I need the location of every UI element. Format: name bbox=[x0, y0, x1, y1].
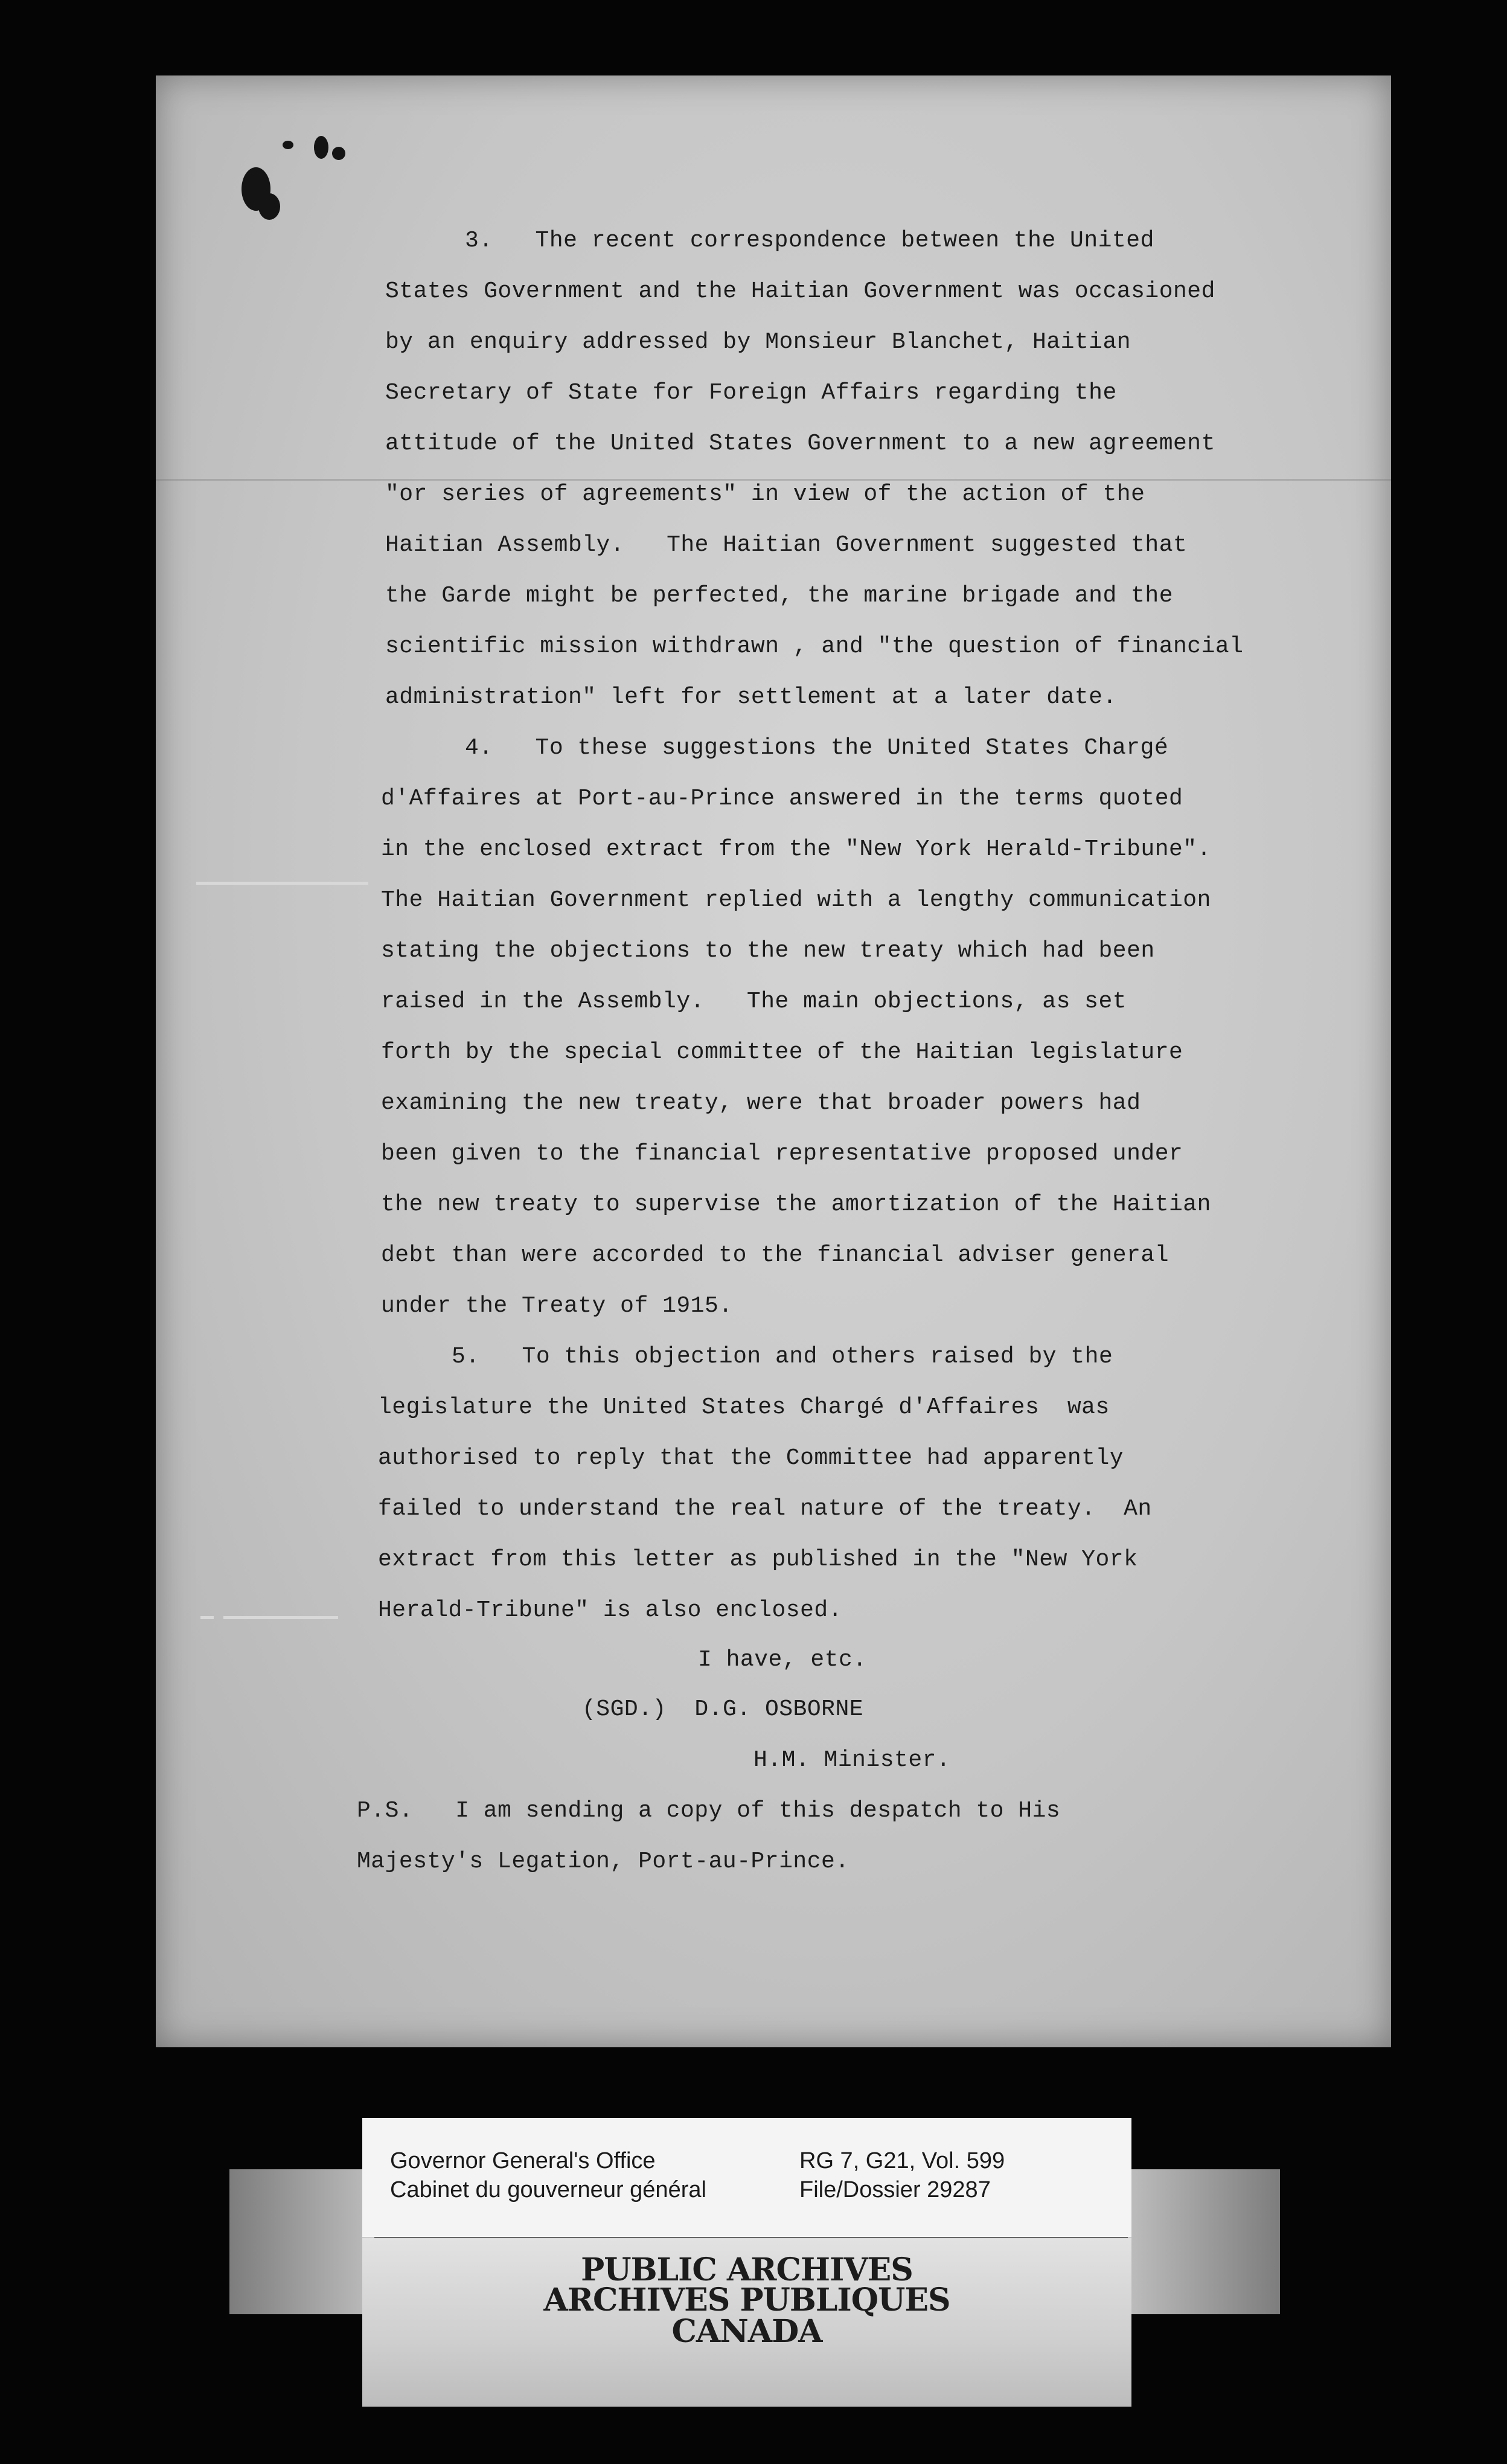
letter-line: been given to the financial representative proposed under bbox=[381, 1141, 1183, 1167]
archive-label bbox=[362, 2118, 1131, 2237]
margin-mark bbox=[223, 1616, 338, 1619]
stamp-line: ARCHIVES PUBLIQUES bbox=[543, 2282, 950, 2318]
letter-line: Majesty's Legation, Port-au-Prince. bbox=[357, 1849, 849, 1875]
letter-line: stating the objections to the new treaty which had been bbox=[381, 938, 1155, 964]
letter-line: "or series of agreements" in view of the action of the bbox=[385, 481, 1145, 507]
letter-line: debt than were accorded to the financial adviser general bbox=[381, 1242, 1169, 1268]
letter-line: failed to understand the real nature of the treaty. An bbox=[378, 1496, 1152, 1522]
letter-line: H.M. Minister. bbox=[754, 1747, 951, 1773]
file-number: File/Dossier 29287 bbox=[799, 2177, 991, 2203]
office-french: Cabinet du gouverneur général bbox=[390, 2177, 706, 2203]
archive-stamp bbox=[362, 2238, 1131, 2407]
letter-line: extract from this letter as published in the "New York bbox=[378, 1547, 1138, 1573]
letter-line: Herald-Tribune" is also enclosed. bbox=[378, 1597, 843, 1623]
letter-line: Haitian Assembly. The Haitian Government suggested that bbox=[385, 532, 1188, 558]
stamp-line: CANADA bbox=[671, 2313, 822, 2350]
margin-mark bbox=[200, 1616, 214, 1619]
letter-line: 5. To this objection and others raised by the bbox=[452, 1344, 1113, 1370]
document-page bbox=[156, 75, 1391, 2047]
stamp-line: PUBLIC ARCHIVES bbox=[581, 2251, 913, 2288]
letter-line: under the Treaty of 1915. bbox=[381, 1293, 733, 1319]
letter-line: raised in the Assembly. The main objections, as set bbox=[381, 989, 1127, 1015]
label-tape-right bbox=[1128, 2169, 1280, 2314]
letter-line: States Government and the Haitian Government was occasioned bbox=[385, 278, 1215, 304]
letter-line: administration" left for settlement at a later date. bbox=[385, 684, 1117, 710]
label-tape-left bbox=[229, 2169, 374, 2314]
letter-line: forth by the special committee of the Haitian legislature bbox=[381, 1039, 1183, 1065]
letter-body bbox=[156, 75, 1391, 2047]
letter-line: in the enclosed extract from the "New York Herald-Tribune". bbox=[381, 836, 1211, 862]
record-group-reference: RG 7, G21, Vol. 599 bbox=[799, 2148, 1005, 2174]
office-english: Governor General's Office bbox=[390, 2148, 656, 2174]
letter-line: authorised to reply that the Committee had apparently bbox=[378, 1445, 1124, 1471]
letter-line: legislature the United States Chargé d'Affaires was bbox=[378, 1394, 1110, 1420]
letter-line: d'Affaires at Port-au-Prince answered in the terms quoted bbox=[381, 786, 1183, 812]
letter-line: (SGD.) D.G. OSBORNE bbox=[582, 1696, 864, 1722]
letter-line: I have, etc. bbox=[698, 1647, 867, 1673]
margin-mark bbox=[196, 882, 368, 885]
letter-line: examining the new treaty, were that broader powers had bbox=[381, 1090, 1141, 1116]
letter-line: the new treaty to supervise the amortization of the Haitian bbox=[381, 1192, 1211, 1218]
letter-line: Secretary of State for Foreign Affairs regarding the bbox=[385, 380, 1117, 406]
letter-line: 4. To these suggestions the United States Chargé bbox=[465, 735, 1169, 761]
letter-line: the Garde might be perfected, the marine brigade and the bbox=[385, 583, 1174, 609]
letter-line: P.S. I am sending a copy of this despatch to His bbox=[357, 1798, 1061, 1824]
letter-line: attitude of the United States Government to a new agreement bbox=[385, 431, 1215, 457]
letter-line: by an enquiry addressed by Monsieur Blanchet, Haitian bbox=[385, 329, 1131, 355]
letter-line: scientific mission withdrawn , and "the question of financial bbox=[385, 634, 1244, 659]
letter-line: 3. The recent correspondence between the United bbox=[465, 228, 1154, 254]
letter-line: The Haitian Government replied with a lengthy communication bbox=[381, 887, 1211, 913]
